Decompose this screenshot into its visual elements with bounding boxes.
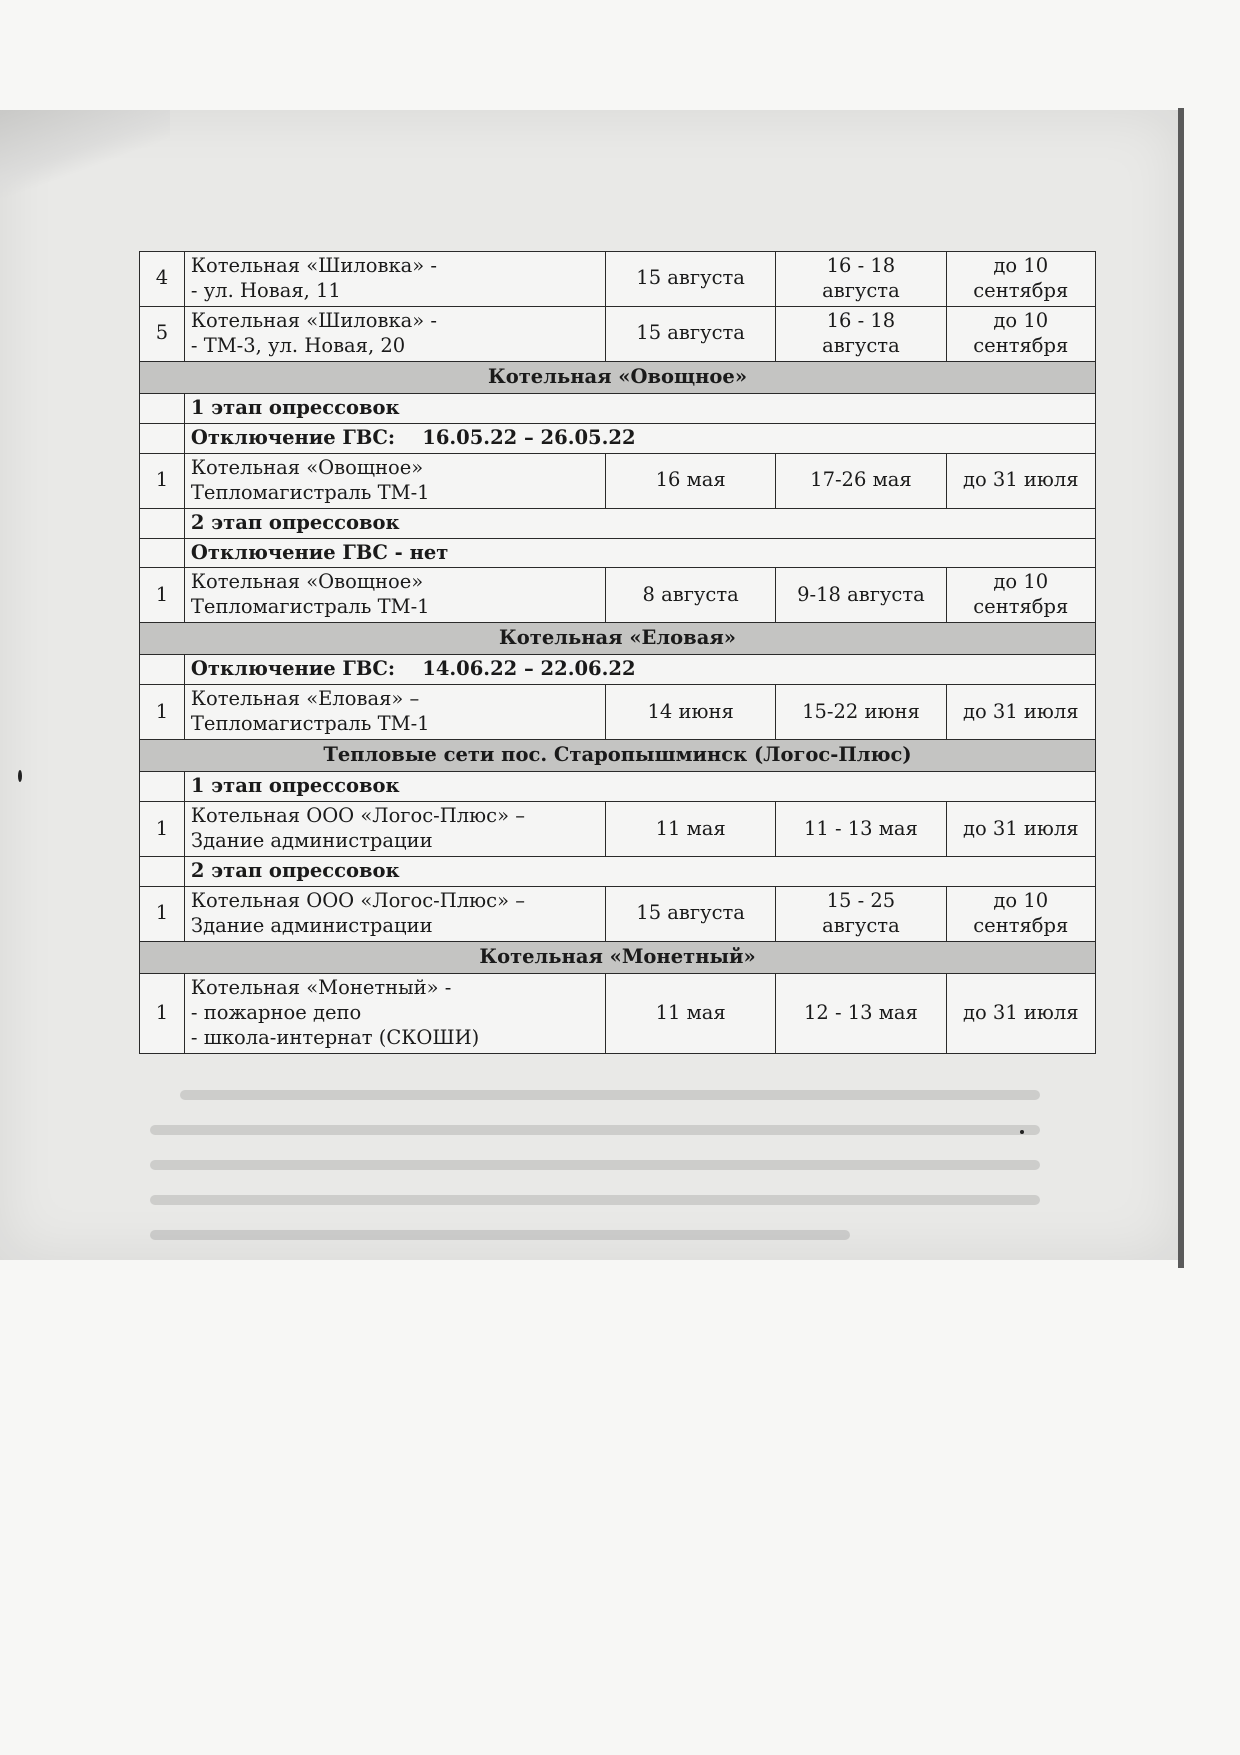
cell-line: Котельная «Еловая» –: [190, 687, 420, 711]
cell-line: 12 - 13 мая: [803, 1000, 918, 1024]
repair-period: [776, 973, 946, 1053]
test-date: 11 мая: [605, 973, 775, 1053]
cell-line: Тепломагистраль ТМ-1: [190, 712, 430, 736]
cell-line: 15 - 25: [826, 888, 896, 912]
cell-line: - школа-интернат (СКОШИ): [190, 1025, 480, 1049]
repair-period: [776, 886, 946, 941]
table-row: [140, 886, 1096, 941]
row-number: 5: [140, 306, 185, 361]
deadline: [946, 886, 1095, 941]
cell-line: 16 - 18: [826, 254, 896, 277]
test-date: 15 августа: [605, 886, 775, 941]
bleed-through-line: [150, 1125, 1040, 1135]
table-row: [140, 941, 1096, 973]
object-name: [184, 886, 605, 941]
cell-line: Тепломагистраль ТМ-1: [190, 480, 430, 504]
object-name: [184, 453, 605, 508]
test-date: 15 августа: [605, 306, 775, 361]
deadline: [946, 802, 1095, 857]
table-row: [140, 393, 1096, 423]
table-row: [140, 361, 1096, 393]
table-body: [140, 252, 1096, 1054]
test-date: 16 мая: [605, 453, 775, 508]
empty-number-cell: [140, 423, 185, 453]
empty-number-cell: [140, 538, 185, 568]
section-heading: Котельная «Монетный»: [140, 941, 1096, 973]
stage-label: 1 этап опрессовок: [184, 772, 1095, 802]
stage-label: Отключение ГВС: 16.05.22 – 26.05.22: [184, 423, 1095, 453]
object-name: [184, 568, 605, 623]
cell-line: до 31 июля: [962, 699, 1079, 723]
empty-number-cell: [140, 508, 185, 538]
deadline: [946, 973, 1095, 1053]
deadline: [946, 568, 1095, 623]
cell-line: до 10: [993, 888, 1049, 912]
cell-line: августа: [822, 333, 900, 357]
cell-line: сентября: [973, 278, 1069, 302]
deadline: [946, 685, 1095, 740]
page-corner-fold: [0, 110, 170, 200]
row-number: 1: [140, 886, 185, 941]
table-row: [140, 252, 1096, 307]
table-row: [140, 306, 1096, 361]
cell-line: до 31 июля: [962, 816, 1079, 840]
cell-line: сентября: [973, 595, 1069, 619]
cell-line: сентября: [973, 913, 1069, 937]
cell-line: Котельная «Овощное»: [190, 455, 424, 479]
table-row: [140, 453, 1096, 508]
row-number: 1: [140, 973, 185, 1053]
table-row: [140, 685, 1096, 740]
table-row: [140, 655, 1096, 685]
cell-line: августа: [822, 278, 900, 302]
cell-line: Котельная «Овощное»: [190, 570, 424, 594]
cell-line: до 31 июля: [962, 468, 1079, 492]
cell-line: сентября: [973, 333, 1069, 357]
test-date: 11 мая: [605, 802, 775, 857]
cell-line: - ул. Новая, 11: [190, 278, 341, 302]
section-heading: Котельная «Еловая»: [140, 623, 1096, 655]
table-row: [140, 423, 1096, 453]
section-heading: Котельная «Овощное»: [140, 361, 1096, 393]
cell-line: Здание администрации: [190, 829, 433, 853]
stage-label: 1 этап опрессовок: [184, 393, 1095, 423]
row-number: 1: [140, 802, 185, 857]
repair-period: [776, 802, 946, 857]
object-name: [184, 252, 605, 307]
section-heading: Тепловые сети пос. Старопышминск (Логос-Плюс): [140, 740, 1096, 772]
row-number: 1: [140, 453, 185, 508]
cell-line: Котельная «Шиловка» -: [190, 254, 438, 277]
bleed-through-line: [150, 1195, 1040, 1205]
repair-period: [776, 306, 946, 361]
object-name: [184, 306, 605, 361]
row-number: 1: [140, 685, 185, 740]
stage-label: 2 этап опрессовок: [184, 508, 1095, 538]
stage-label: 2 этап опрессовок: [184, 857, 1095, 887]
cell-line: до 31 июля: [962, 1000, 1079, 1024]
cell-line: - пожарное депо: [190, 1000, 362, 1024]
repair-period: [776, 453, 946, 508]
table-row: [140, 568, 1096, 623]
deadline: [946, 252, 1095, 307]
cell-line: Здание администрации: [190, 913, 433, 937]
empty-number-cell: [140, 857, 185, 887]
object-name: [184, 802, 605, 857]
empty-number-cell: [140, 393, 185, 423]
cell-line: Тепломагистраль ТМ-1: [190, 595, 430, 619]
scan-speck: [1020, 1130, 1024, 1134]
pressure-test-schedule-table: [139, 251, 1096, 1054]
object-name: [184, 973, 605, 1053]
table-row: [140, 740, 1096, 772]
cell-line: до 10: [993, 570, 1049, 594]
cell-line: 16 - 18: [826, 308, 896, 332]
table-row: [140, 857, 1096, 887]
empty-number-cell: [140, 655, 185, 685]
page-edge-shadow: [1178, 108, 1184, 1268]
bleed-through-line: [150, 1230, 850, 1240]
cell-line: - ТМ-3, ул. Новая, 20: [190, 333, 406, 357]
scan-speck: [18, 770, 22, 782]
cell-line: 17-26 мая: [810, 468, 912, 492]
table-row: [140, 623, 1096, 655]
test-date: 8 августа: [605, 568, 775, 623]
cell-line: Котельная ООО «Логос-Плюс» –: [190, 804, 525, 828]
stage-label: Отключение ГВС: 14.06.22 – 22.06.22: [184, 655, 1095, 685]
cell-line: 11 - 13 мая: [803, 816, 918, 840]
cell-line: Котельная ООО «Логос-Плюс» –: [190, 888, 525, 912]
cell-line: до 10: [993, 308, 1049, 332]
test-date: 14 июня: [605, 685, 775, 740]
table-row: [140, 973, 1096, 1053]
table-row: [140, 772, 1096, 802]
cell-line: Котельная «Монетный» -: [190, 975, 452, 999]
cell-line: 9-18 августа: [797, 582, 925, 606]
row-number: 4: [140, 252, 185, 307]
bleed-through-line: [180, 1090, 1040, 1100]
cell-line: до 10: [993, 254, 1049, 277]
row-number: 1: [140, 568, 185, 623]
cell-line: 15-22 июня: [802, 699, 920, 723]
cell-line: августа: [822, 913, 900, 937]
repair-period: [776, 568, 946, 623]
object-name: [184, 685, 605, 740]
repair-period: [776, 252, 946, 307]
table-row: [140, 538, 1096, 568]
bleed-through-line: [150, 1160, 1040, 1170]
table-row: [140, 802, 1096, 857]
cell-line: Котельная «Шиловка» -: [190, 308, 438, 332]
test-date: 15 августа: [605, 252, 775, 307]
table-row: [140, 508, 1096, 538]
empty-number-cell: [140, 772, 185, 802]
deadline: [946, 306, 1095, 361]
deadline: [946, 453, 1095, 508]
stage-label: Отключение ГВС - нет: [184, 538, 1095, 568]
repair-period: [776, 685, 946, 740]
